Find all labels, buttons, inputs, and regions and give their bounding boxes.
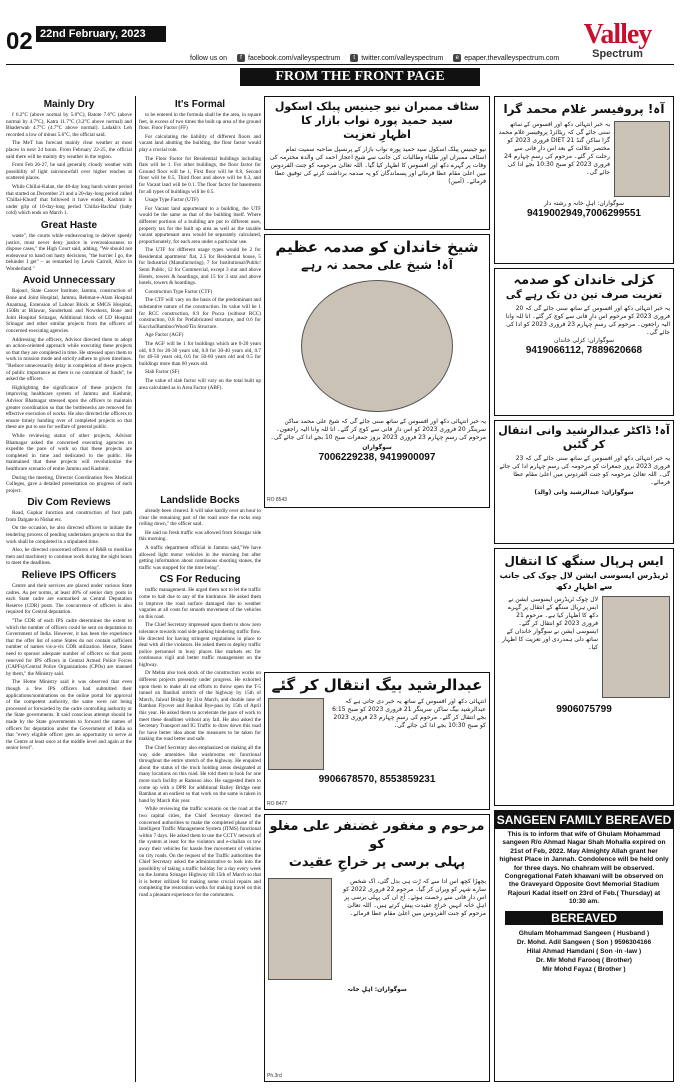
ad-sangeen-family: [494, 810, 674, 1082]
ad-title: آہ! ڈاکٹر عبدالرشید وانی انتقال کر گئیں: [498, 424, 670, 451]
ad-body: بچھڑا کچھ اس ادا سے کہ رُت ہی بدل گئی، اک شخص سارے شہر کو ویران کر گیا۔ مرحوم 22 فروری 2022 کو اس دارِ فانی سے رخصت ہوئے۔ آج ان کی پہلی برسی پر اہلِ خانہ انہیں خراجِ عقیدت پیش کرتے ہیں۔ اللہ تعالیٰ مرحوم کو جنت الفردوس میں اعلیٰ مقام عطا فرمائے۔: [343, 878, 486, 917]
article-paragraph: Age Factor (AGF): [145, 332, 184, 339]
headline-avoid-unnecessary: Avoid Unnecessary: [22, 275, 116, 287]
ad-phone: 9419002949,7006299551: [526, 208, 641, 219]
page-number: 02: [6, 28, 33, 54]
ad-body: یہ خبر انتہائی دکھ اور افسوس کے ساتھ سنی جائے گی کہ شیخ علی محمد ساکن سرینگر 20 فروری 2023 کو اس دارِ فانی سے کوچ کر گئے۔ انا للہ وانا الیہ راجعون۔ مرحوم کی رسمِ چہارم 23 فروری 2023 بروز جمعرات صبح 10 بجے ادا کی جائے گی۔: [270, 418, 486, 441]
article-paragraph: For Vacant land appurtenant to a building, the UTF would be the same as that of the building itself. Where different portions of a building are put to different uses, property tax for the built up area as well as the taxable vacant appurtenant area would be separately calculated, proportionately, for each area under a particular use.: [139, 205, 261, 245]
issue-date: 22nd February, 2023: [36, 26, 166, 42]
article-paragraph: On the occasion, he also directed officers to initiate the tendering process of pending undertaken projects so that the work shall be completed in a stipulated time.: [6, 525, 132, 545]
follow-label: follow us on: [190, 54, 227, 62]
article-paragraph: The CTF will vary on the basis of the predominant and substantive nature of the construction. Its value will be 1 for RCC construction, 0.9 for Pucca (without RCC) construction, 0.8 for Prefabricated structure, and 0.6 for Kuccha/Bamboo/Wood/Tin Structure.: [139, 297, 261, 330]
headline-relieve-ips: Relieve IPS Officers: [21, 570, 117, 582]
headline-div-com-reviews: Div Com Reviews: [27, 497, 111, 509]
bereaved-name: Mir Mohd Fayaz ( Brother ): [542, 965, 626, 973]
ad-phone: 9419066112, 7889620668: [525, 345, 643, 356]
epaper-link[interactable]: e epaper.thevalleyspectrum.com: [453, 54, 559, 62]
ad-title: SANGEEN FAMILY BEREAVED: [496, 813, 672, 827]
ad-title: عبدالرشید بیگ انتقال کر گئے: [271, 676, 483, 694]
ad-beg-obituary: [264, 672, 490, 810]
article-paragraph: Highlighting the significance of these projects for improving healthcare system of Jammu and Kashmir, Advisor Bhatnagar stressed upon the officers to maintain greater coordination so that the bottlenecks are removed for effective execution of works. He also directed the officers to ensure timely handing over of completed projects so that these are put to use for welfare of general public.: [6, 384, 132, 431]
ad-staff-condolence: [264, 96, 490, 230]
column-2-bottom: [139, 492, 261, 1082]
article-paragraph: From Feb 26-27, he said generally cloudy weather with possibility of light rain/snowfall over higher reaches at scattered places.: [6, 162, 132, 182]
column-2-top: [139, 96, 261, 488]
ad-subtitle: ٹریڈرس ایسوسی ایشن لال چوک کی جانب سے اظہارِ دکھ: [499, 571, 669, 591]
ad-ghazanfar-anniversary: [264, 814, 490, 1082]
facebook-icon: f: [237, 54, 245, 62]
ad-body: یہ خبر انتہائی دکھ اور افسوس کے ساتھ سنی جائے گی کہ 20 فروری 2023 کو مرحوم اس دارِ فانی سے کوچ کر گئے۔ انا للہ وانا الیہ راجعون۔ مرحوم کی رسمِ چہارم 23 فروری 2023 کو ادا کی جائے گی۔: [505, 305, 670, 336]
article-paragraph: The Chief Secretary impressed upon them to show zero tolerance towards road side parking hindering traffic flow. He directed for having stringent regulations in place to deal with all the violators. He asked them to deploy traffic police personnel in busy places like markets etc for continuous vigil and better traffic management on the highway.: [139, 622, 261, 668]
article-paragraph: While reviewing status of other projects, Advisor Bhatnagar asked the concerned executing agencies to expedite the pace of work so that these projects are completed in time and dedicated to the public. He maintained that these projects will revolutionize the healthcare scenario of entire Jammu and Kashmir.: [6, 432, 132, 472]
ad-subtitle: پہلی برسی پر خراجِ عقیدت: [288, 855, 466, 870]
ad-mourners: سوگواران: [362, 444, 392, 451]
ad-body: یہ خبر انتہائی دکھ اور افسوس کے ساتھ سنی جائے گی کہ ریٹائرڈ پروفیسر غلام محمد گرا ساکن گنڈ DIET 21 فروری 2023 کو مختصر علالت کے بعد اس دارِ فانی سے رحلت کر گئے۔ مرحوم کی رسمِ چہارم 24 فروری 2023 کو صبح 10:30 بجے ادا کی جائے گی۔: [498, 121, 610, 176]
ro-tag: RO 8543: [267, 497, 288, 503]
bereaved-name: Hilal Ahmad Hamdani ( Son -in -law ): [526, 947, 642, 955]
ad-title: ایس ہرپال سنگھ کا انتقال: [504, 554, 664, 568]
ad-body: لال چوک ٹریڈرس ایسوسی ایشن نے ایس ہرپال سنگھ کے انتقال پر گہرے دکھ کا اظہار کیا ہے۔ مرحوم 21 فروری 2023 کو انتقال کر گئے۔ ایسوسی ایشن نے سوگوار خاندان کے ساتھ دلی ہمدردی اور تعزیت کا اظہار کیا۔: [502, 596, 598, 651]
ad-shaikh-obituary: [264, 234, 490, 508]
ad-harpal-singh-obituary: [494, 548, 674, 806]
column-1: [6, 96, 132, 1082]
twitter-icon: t: [350, 54, 358, 62]
article-paragraph: The value of slab factor will vary on the total built up area calculated as in Area Factor (ABF).: [139, 377, 261, 391]
bereaved-name: Ghulam Mohammad Sangeen ( Husband ): [518, 929, 650, 937]
article-paragraph: waste", the courts while endeavouring to deliver speedy justice, must never deny justice in overzealousness to dispose cases," the High Court said, adding, "We should not endeavour to hand out hasty decisions, "the hurrier I go, the behinder I get" – as remarked by Lewis Carroll, Alice in Wonderland.": [6, 232, 132, 272]
article-paragraph: Construction Type Factor (CTF): [145, 288, 213, 295]
ad-professor-obituary: [494, 96, 674, 264]
article-paragraph: The AGF will be 1 for buildings which are 0-20 years old, 0.9 for 20-30 years old, 0.8 for 30-40 years old, 0.7 for 40-50 years old, 0.6 for 50-60 years old and 0.5 for buildings more than 60 years old.: [139, 341, 261, 367]
ad-abdul-rashid-obituary: [494, 420, 674, 544]
logo-sub: Spectrum: [592, 48, 643, 60]
column-divider: [135, 96, 136, 1082]
portrait-photo: [602, 596, 670, 698]
article-paragraph: Centre and their services are placed under various State cadres. As per norms, at least 40% of senior duty posts in each State cadre are earmarked as Central Deputation Reserve (CDR) posts. The concurrence of officers is also required for Central deputation.: [6, 583, 132, 616]
article-paragraph: Dr Mehta also took stock of the construction works on different projects presently under progress. He exhorted upon them to make all out efforts to throw open the T-5 tunnel on Banihal stretch of the highway by 15th of March, Jaiwal Bridge by 31st March, and double lane of Ramban Flyover and Banihal Bye-pass by 15th of April this year. He asked them to accelerate the pace of work to meet these deadlines without any fail. He also asked the Secretary Transport and IG Traffic to draw down this road for have better idea about the measures to be taken for making the road better and safe.: [139, 670, 261, 743]
headline-landslide-bocks: Landslide Bocks: [160, 495, 240, 506]
article-paragraph: The UTF for different usage types would be 2 for Residential apartment/ flat, 2.5 for Residential house, 5 for Industrial (Manufacturing), 7 for Institutional/Public/ Semi Public, 12 for Commercial, except 3 star and above Hotels, towers & hoardings, and 15 for 3 star and above hotels, towers & hoardings.: [139, 247, 261, 287]
social-links: [190, 52, 570, 64]
ad-title: مرحوم و مغفور غضنفر علی مغلو کو: [269, 819, 485, 852]
article-paragraph: For calculating the liability of different floors and vacant land abutting the building, the floor factor would play a crucial role.: [139, 133, 261, 153]
facebook-link[interactable]: f facebook.com/valleyspectrum: [237, 54, 340, 62]
ad-kuzli-obituary: [494, 268, 674, 416]
bereaved-list: [495, 927, 673, 976]
headline-great-haste: Great Haste: [40, 219, 98, 231]
twitter-link[interactable]: t twitter.com/valleyspectrum: [350, 54, 443, 62]
ad-mourners: سوگواران: اہلِ خانہ و رشتہ دار: [543, 200, 625, 207]
portrait-photo: [301, 280, 453, 412]
article-paragraph: traffic management. He urged them not to let the traffic come to halt due to any of the hindrance. He asked them to improve the road surface damaged due to weather vagaries at all costs for smooth movement of the vehicles on this road.: [139, 587, 261, 620]
ad-mourners: سوگواران: کزلی خاندان: [554, 337, 614, 344]
bereaved-name: Dr. Mohd. Adil Sangeen ( Son ) 9596304166: [516, 938, 652, 946]
ad-mourners: سوگواران: اہلِ خانہ: [347, 986, 407, 993]
section-banner: FROM THE FRONT PAGE: [240, 68, 480, 86]
article-paragraph: Road, Gupkar Junction and construction of foot path from Dalgate to Nishat etc.: [6, 510, 132, 523]
logo-main: Valley: [583, 22, 652, 50]
portrait-photo: [268, 698, 324, 770]
ad-subtitle: اظہارِ تعزیت: [343, 128, 411, 141]
ad-subtitle: آہ! شیخ علی محمد نہ رہے: [301, 258, 453, 272]
ad-phone: 9906678570, 8553859231: [318, 774, 436, 785]
article-paragraph: already been cleared. It will take hardly over an hour to clear the remaining part of the road once the rocks stop rolling down," the officer said.: [139, 508, 261, 528]
ad-title: آہ! پروفیسر غلام محمد گرا: [503, 102, 665, 116]
ad-body: انتہائی دکھ اور افسوس کے ساتھ یہ خبر دی جاتی ہے کہ عبدالرشید بیگ ساکن سرینگر 21 فروری 2023 کو صبح 6:15 بجے انتقال کر گئے۔ مرحوم کی رسمِ چہارم 23 فروری 2023 کو صبح 10:30 بجے ادا کی جائے گی۔: [332, 698, 486, 729]
article-paragraph: Slab Factor (SF): [145, 369, 180, 376]
ro-tag: RO 8477: [267, 801, 288, 807]
article-paragraph: Also, he directed concerned officers of R&B to mobilize men and machinery to continue work during the night hours to meet the deadlines.: [6, 547, 132, 567]
article-paragraph: Usage Type Factor (UTF): [145, 197, 199, 204]
portrait-photo: [268, 878, 332, 980]
ad-phone: 9906075799: [556, 704, 612, 715]
ad-title: سٹاف ممبران نیو جینیس پبلک اسکول سید حمید پورہ نواب بازار کا: [274, 100, 480, 127]
ro-tag: Ph.3rd: [267, 1073, 282, 1079]
globe-icon: e: [453, 54, 461, 62]
article-paragraph: During the meeting, Director Coordination New Medical Colleges, gave a detailed presentation on progress of each project.: [6, 474, 132, 494]
article-paragraph: to be entered in the formula shall be the area, in square feet, in excess of two times the built up area of the ground floor. Floor Factor (FF): [139, 112, 261, 132]
article-paragraph: While reviewing the traffic scenario on the road at the two capital cities, the Chief Secretary directed the concerned authorities to make the completed phase of the Intelligent Traffic Management System (ITMS) functional within 7 days. He asked them to use the CCTV network of the system at least for the violators and e-challan or tow away their vehicles for hassle free movement of vehicles on city roads. On the request of the Traffic authorities the Chief Secretary asked the administrative to look into the possibility of taking a traffic holiday for a day every week on the Jammu Srinagar Highway till 15th of March so that it is better utilized for making some crucial repairs and completing the restoration works for making travel on this road a pleasant experience for the commuters.: [139, 806, 261, 899]
headline-mainly-dry: Mainly Dry: [43, 99, 95, 110]
article-paragraph: The Chief Secretary also emphasized on making all the way side amenities like washrooms etc functional throughout the entire stretch of the highway. He enquired about the status of the truck holding areas designated at many locations on this road. He told them to look for one more such facility at Ramsoo also. He suggested them to come up with a DPR for additional Bailey Bridge near Ramban at an earliest so that work on the same is taken in hand by March this year.: [139, 745, 261, 804]
ad-mourners: سوگواران: عبدالرشید وانی (والد): [534, 489, 634, 496]
article-paragraph: Addressing the officers, Advisor directed them to adopt an action-oriented approach while executing these projects so that they are completed in time. He stressed upon them to work in mission mode and strictly adhere to given timelines. "Reduce unnecessarily delay in completion of these projects of public importance as there is no constraint of funds", he asked the officers.: [6, 336, 132, 383]
article-paragraph: He said no fresh traffic was allowed from Srinagar side this morning.: [139, 529, 261, 543]
ad-body: نیو جینیس پبلک اسکول سید حمید پورہ نواب بازار کے پرنسپل صاحبہ سمیت تمام اسٹاف ممبران اور طلباء وطالبات کی جانب سے شیخ اعجاز احمد کی والدہ محترمہ کی وفات پر گہرے دکھ اور افسوس کا اظہار کیا گیا۔ اللہ تعالیٰ مرحومہ کو جنت الفردوس میں اعلیٰ مقام عطا فرمائے اور پسماندگان کو یہ صدمہ برداشت کرنے کی توفیق عطا فرمائے۔ (آمین): [269, 146, 486, 185]
article-paragraph: The Home Ministry said it was observed that even though a few IPS officers had submitted their applications/nominations on the online portal for approval of the competent authority, the same were not being processed or forwarded by the cadre controlling authority or the State governments. It said conscious attempt should be made by the State governments to forward the names of officers for deputation under the Government of India so that "every eligible officer gets an opportunity to serve at the Centre at least once at the middle level and again at the senior level".: [6, 679, 132, 752]
ad-subtitle: تعزیت صرف تین دن تک رہے گی: [505, 290, 663, 301]
bereaved-name: Dr. Mir Mohd Farooq ( Brother): [536, 956, 632, 964]
headline-its-formal: It's Formal: [174, 99, 226, 110]
article-paragraph: The MeT has forecast mainly clear weather at most places in next 24 hours. From February 22-25, the official said there will be mainly dry weather in the region.: [6, 140, 132, 160]
article-paragraph: "The CDR of each IPS cadre determines the extent to which the number of officers could be sent on deputation to Government of India. However, it has been the experience that the offer list of some States do not contain sufficient number of names vis-a-vis CDR utilization. Hence, States need to sponsor adequate number of officers so that posts reserved for IPS officers in Central Armed Police Forces (CAPFs)/Central Police Organizations (CPOs) are manned by them," the Ministry said.: [6, 618, 132, 677]
newspaper-logo: [560, 22, 675, 62]
article-paragraph: f 6.2°C (above normal by 5.0°C), Batote 7.6°C (above normal by 4.7°C), Katra 11.7°C (3.2°C above normal) and Bhaderwah 4.7°C (4.7°C above normal). Ladakh's Leh recorded a low of minus 5.6°C, the official said.: [6, 112, 132, 138]
article-paragraph: Rajouri, State Cancer Institute, Jammu, construction of Bone and Joint Hospital, Jammu, Rehmat-e-Alam Hospital Anantnag, Extension of Labour Block at SMGS Hospital, 150Bs at Bilawar, Sunderbani and Nowshera, Bone and Joint Hospital Srinagar, Additional block of LD Hospital Srinagar and other similar projects from the officers of concerned executing agencies.: [6, 288, 132, 335]
article-paragraph: A traffic department official in Jammu said,"We have allowed light motor vehicles in the morning but after getting information about continuous shooting stones, the traffic was stopped for the time being".: [139, 544, 261, 571]
ad-title: شیخ خاندان کو صدمہ عظیم: [275, 238, 479, 256]
header-rule: [6, 64, 674, 65]
portrait-photo: [614, 121, 670, 197]
bereaved-label: BEREAVED: [505, 911, 663, 925]
ad-title: کزلی خاندان کو صدمہ: [513, 273, 655, 288]
article-paragraph: The Floor Factor for Residential buildings including flats will be 1. For other buildings, the floor factor for Ground floor will be 1, First floor will be 0.8, Second floor will be 0.5, Third floor and above will be 0.3, and for Vacant land will be 0.1. The floor factor for basements for all types of buildings will be 0.5.: [139, 155, 261, 195]
article-paragraph: While Chillai-Kalan, the 40-day long harsh winter period that started on December 21 and a 20-day-long period called 'Chillai-Khurd' that followed it have ended, Kashmir is under grip of 10-day-long period 'Chillai-Bachha' (baby cold) which ends on March 1.: [6, 183, 132, 217]
headline-cs-for-reducing: CS For Reducing: [159, 574, 241, 586]
ad-body: یہ خبر انتہائی دکھ اور افسوس کے ساتھ سنی جائے گی کہ 23 فروری 2023 بروز جمعرات کو مرحومہ کی رسمِ چہارم ادا کی جائے گی۔ اللہ تعالیٰ مرحومہ کو جنت الفردوس میں اعلیٰ مقام عطا فرمائے۔: [499, 455, 670, 486]
ad-phone: 7006229238, 9419900097: [318, 452, 436, 463]
ad-body: This is to inform that wife of Ghulam Mohammad sangeen R/o Ahmad Nagar Shah Mohalla expired on 21st of Feb, 2022. May Almighty Allah grant her highest Place in Jannah. Condolence will be held only for three days. No chahram will be observed. Congregational Fateh khawani will be observed on the Graveyard Opposite Govt Memorial Stadium Rajouri Kadal itself on 23rd of Feb.( Thursday) at 10:30 am.: [499, 831, 669, 906]
